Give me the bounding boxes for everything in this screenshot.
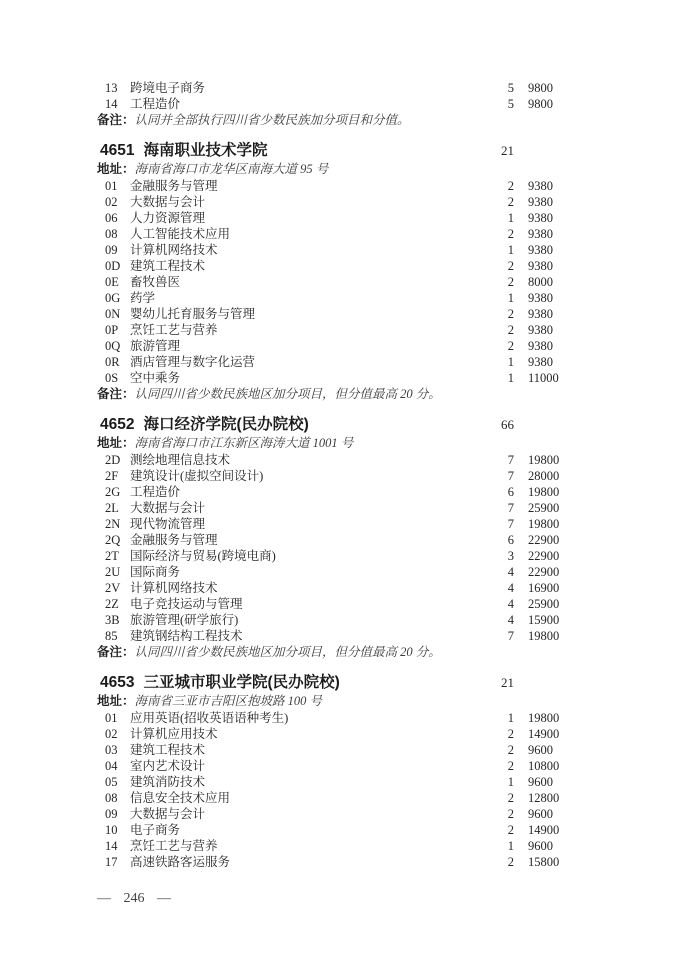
major-row <box>97 838 576 854</box>
school-header-row <box>97 414 576 435</box>
major-row <box>97 596 576 612</box>
major-row <box>97 854 576 870</box>
major-code: 2N <box>105 517 121 531</box>
major-tuition-fee: 8000 <box>528 275 553 289</box>
major-code: 0P <box>105 323 119 337</box>
major-name: 大数据与会计 <box>130 195 206 209</box>
major-tuition-fee: 9380 <box>528 355 553 369</box>
major-plan-count: 4 <box>507 565 514 579</box>
major-name-cell <box>97 806 466 822</box>
major-name-cell <box>97 80 466 96</box>
major-row <box>97 258 576 274</box>
major-tuition-fee: 19800 <box>528 711 560 725</box>
major-tuition-fee: 9800 <box>528 97 553 111</box>
major-plan-count: 3 <box>507 549 514 563</box>
major-code: 0Q <box>105 339 121 353</box>
major-code: 14 <box>105 839 118 853</box>
major-code: 13 <box>105 81 118 95</box>
major-name: 计算机网络技术 <box>130 243 218 257</box>
major-code: 0R <box>105 355 120 369</box>
address-label: 地址： <box>97 162 135 176</box>
major-code: 0S <box>105 371 119 385</box>
major-name-cell <box>97 290 466 306</box>
major-name-cell <box>97 338 466 354</box>
major-name-cell <box>97 452 466 468</box>
major-tuition-fee: 9600 <box>528 743 553 757</box>
remark-text: 认同四川省少数民族地区加分项目，但分值最高 20 分。 <box>134 645 441 659</box>
school-plan-count: 66 <box>501 417 514 432</box>
major-code: 2F <box>105 469 119 483</box>
major-plan-count: 2 <box>507 855 514 869</box>
major-code: 09 <box>105 243 118 257</box>
school-section <box>97 672 576 870</box>
major-plan-count: 1 <box>507 775 514 789</box>
major-name-cell <box>97 370 466 386</box>
major-name-cell <box>97 274 466 290</box>
school-title <box>97 672 466 693</box>
major-name: 工程造价 <box>130 97 181 111</box>
major-tuition-fee: 9380 <box>528 307 553 321</box>
major-name-cell <box>97 532 466 548</box>
major-name: 建筑消防技术 <box>130 775 206 789</box>
remark-row <box>97 386 576 402</box>
major-plan-count: 5 <box>507 81 514 95</box>
major-plan-count: 6 <box>507 485 514 499</box>
major-plan-count: 5 <box>507 97 514 111</box>
major-name: 人力资源管理 <box>130 211 206 225</box>
major-name: 金融服务与管理 <box>130 533 218 547</box>
major-name: 大数据与会计 <box>130 807 206 821</box>
major-tuition-fee: 15800 <box>528 855 560 869</box>
major-row <box>97 516 576 532</box>
major-name-cell <box>97 242 466 258</box>
major-row <box>97 580 576 596</box>
major-row <box>97 726 576 742</box>
major-code: 01 <box>105 711 118 725</box>
major-tuition-fee: 22900 <box>528 549 560 563</box>
major-name: 酒店管理与数字化运营 <box>130 355 256 369</box>
remark-label: 备注： <box>97 645 135 659</box>
major-plan-count: 2 <box>507 823 514 837</box>
major-name-cell <box>97 710 466 726</box>
school-section <box>97 140 576 402</box>
address-row <box>97 693 576 710</box>
major-name: 室内艺术设计 <box>130 759 206 773</box>
major-tuition-fee: 9380 <box>528 179 553 193</box>
major-tuition-fee: 9380 <box>528 259 553 273</box>
major-code: 2T <box>105 549 119 563</box>
school-code: 4652 <box>100 416 135 433</box>
address-text: 海南省海口市江东新区海涛大道 1001 号 <box>134 436 354 450</box>
major-row <box>97 178 576 194</box>
major-code: 2D <box>105 453 121 467</box>
major-name-cell <box>97 742 466 758</box>
major-row <box>97 710 576 726</box>
major-name: 烹饪工艺与营养 <box>130 323 218 337</box>
major-tuition-fee: 16900 <box>528 581 560 595</box>
major-plan-count: 1 <box>507 371 514 385</box>
major-name: 人工智能技术应用 <box>130 227 231 241</box>
school-section <box>97 80 576 128</box>
major-row <box>97 628 576 644</box>
major-row <box>97 452 576 468</box>
major-code: 09 <box>105 807 118 821</box>
major-name: 药学 <box>130 291 156 305</box>
major-plan-count: 7 <box>507 517 514 531</box>
major-plan-count: 2 <box>507 179 514 193</box>
major-name-cell <box>97 306 466 322</box>
major-row <box>97 306 576 322</box>
major-name-cell <box>97 564 466 580</box>
major-plan-count: 1 <box>507 711 514 725</box>
major-tuition-fee: 9380 <box>528 211 553 225</box>
major-name: 大数据与会计 <box>130 501 206 515</box>
major-name-cell <box>97 194 466 210</box>
major-row <box>97 210 576 226</box>
address-label: 地址： <box>97 436 135 450</box>
major-code: 04 <box>105 759 118 773</box>
major-name: 建筑设计(虚拟空间设计) <box>130 469 264 483</box>
major-code: 0G <box>105 291 121 305</box>
page-number: — 246 — <box>97 891 171 906</box>
major-name-cell <box>97 612 466 628</box>
school-title <box>97 414 466 435</box>
major-code: 2Q <box>105 533 121 547</box>
major-name-cell <box>97 774 466 790</box>
school-plan-count: 21 <box>501 675 514 690</box>
major-name: 测绘地理信息技术 <box>130 453 231 467</box>
major-row <box>97 806 576 822</box>
major-row <box>97 790 576 806</box>
school-plan-count: 21 <box>501 143 514 158</box>
major-plan-count: 2 <box>507 195 514 209</box>
remark-label: 备注： <box>97 113 135 127</box>
major-code: 3B <box>105 613 120 627</box>
major-tuition-fee: 28000 <box>528 469 560 483</box>
major-plan-count: 1 <box>507 291 514 305</box>
major-row <box>97 548 576 564</box>
major-name: 跨境电子商务 <box>130 81 206 95</box>
major-row <box>97 484 576 500</box>
major-name: 电子竞技运动与管理 <box>130 597 243 611</box>
major-plan-count: 1 <box>507 243 514 257</box>
major-name-cell <box>97 516 466 532</box>
major-code: 06 <box>105 211 118 225</box>
major-plan-count: 1 <box>507 355 514 369</box>
major-tuition-fee: 9380 <box>528 243 553 257</box>
major-tuition-fee: 9380 <box>528 323 553 337</box>
major-tuition-fee: 14900 <box>528 823 560 837</box>
major-row <box>97 290 576 306</box>
major-plan-count: 2 <box>507 743 514 757</box>
major-code: 2U <box>105 565 121 579</box>
major-plan-count: 4 <box>507 581 514 595</box>
major-plan-count: 2 <box>507 323 514 337</box>
major-plan-count: 2 <box>507 307 514 321</box>
major-tuition-fee: 9600 <box>528 839 553 853</box>
major-name-cell <box>97 548 466 564</box>
major-row <box>97 612 576 628</box>
major-row <box>97 564 576 580</box>
major-plan-count: 6 <box>507 533 514 547</box>
major-code: 2Z <box>105 597 119 611</box>
major-plan-count: 2 <box>507 727 514 741</box>
major-plan-count: 2 <box>507 339 514 353</box>
major-plan-count: 2 <box>507 227 514 241</box>
major-row <box>97 774 576 790</box>
address-text: 海南省海口市龙华区南海大道 95 号 <box>134 162 329 176</box>
major-plan-count: 7 <box>507 501 514 515</box>
major-row <box>97 322 576 338</box>
major-row <box>97 242 576 258</box>
major-row <box>97 758 576 774</box>
major-plan-count: 1 <box>507 211 514 225</box>
major-name: 国际经济与贸易(跨境电商) <box>130 549 276 563</box>
major-row <box>97 226 576 242</box>
school-title <box>97 140 466 161</box>
major-row <box>97 822 576 838</box>
major-code: 02 <box>105 195 118 209</box>
major-row <box>97 80 576 96</box>
address-row <box>97 161 576 178</box>
major-name: 建筑钢结构工程技术 <box>130 629 243 643</box>
major-tuition-fee: 9380 <box>528 227 553 241</box>
major-tuition-fee: 9380 <box>528 195 553 209</box>
major-code: 2L <box>105 501 119 515</box>
remark-text: 认同四川省少数民族地区加分项目，但分值最高 20 分。 <box>134 387 441 401</box>
major-code: 85 <box>105 629 118 643</box>
major-name-cell <box>97 484 466 500</box>
remark-text: 认同并全部执行四川省少数民族加分项目和分值。 <box>134 113 410 127</box>
major-plan-count: 4 <box>507 613 514 627</box>
major-row <box>97 370 576 386</box>
remark-row <box>97 112 576 128</box>
major-tuition-fee: 9600 <box>528 775 553 789</box>
major-tuition-fee: 15900 <box>528 613 560 627</box>
major-name: 烹饪工艺与营养 <box>130 839 218 853</box>
major-tuition-fee: 9380 <box>528 339 553 353</box>
major-code: 0N <box>105 307 121 321</box>
major-name-cell <box>97 628 466 644</box>
school-code: 4653 <box>100 674 135 691</box>
major-name-cell <box>97 838 466 854</box>
major-code: 0E <box>105 275 119 289</box>
major-tuition-fee: 22900 <box>528 533 560 547</box>
major-name-cell <box>97 726 466 742</box>
major-name: 现代物流管理 <box>130 517 206 531</box>
major-name: 旅游管理 <box>130 339 181 353</box>
major-name-cell <box>97 258 466 274</box>
major-tuition-fee: 19800 <box>528 629 560 643</box>
major-tuition-fee: 25900 <box>528 597 560 611</box>
major-tuition-fee: 10800 <box>528 759 560 773</box>
major-tuition-fee: 19800 <box>528 453 560 467</box>
major-name: 高速铁路客运服务 <box>130 855 231 869</box>
major-plan-count: 2 <box>507 807 514 821</box>
major-name-cell <box>97 178 466 194</box>
major-code: 01 <box>105 179 118 193</box>
major-row <box>97 194 576 210</box>
major-tuition-fee: 14900 <box>528 727 560 741</box>
major-code: 08 <box>105 227 118 241</box>
school-section <box>97 414 576 660</box>
school-code: 4651 <box>100 142 135 159</box>
major-row <box>97 96 576 112</box>
address-label: 地址： <box>97 694 135 708</box>
major-name: 金融服务与管理 <box>130 179 218 193</box>
major-code: 14 <box>105 97 118 111</box>
major-name: 应用英语(招收英语语种考生) <box>130 711 289 725</box>
major-plan-count: 2 <box>507 759 514 773</box>
major-row <box>97 354 576 370</box>
major-plan-count: 4 <box>507 597 514 611</box>
major-name-cell <box>97 596 466 612</box>
remark-label: 备注： <box>97 387 135 401</box>
major-name: 旅游管理(研学旅行) <box>130 613 239 627</box>
major-name-cell <box>97 210 466 226</box>
major-tuition-fee: 12800 <box>528 791 560 805</box>
school-header-row <box>97 140 576 161</box>
major-name: 婴幼儿托育服务与管理 <box>130 307 256 321</box>
major-name: 计算机网络技术 <box>130 581 218 595</box>
major-name-cell <box>97 822 466 838</box>
major-name: 建筑工程技术 <box>130 743 206 757</box>
major-name: 国际商务 <box>130 565 181 579</box>
major-name: 建筑工程技术 <box>130 259 206 273</box>
major-code: 2V <box>105 581 121 595</box>
major-plan-count: 7 <box>507 453 514 467</box>
major-plan-count: 1 <box>507 839 514 853</box>
major-code: 08 <box>105 791 118 805</box>
school-name: 海口经济学院(民办院校) <box>143 416 309 433</box>
major-name-cell <box>97 500 466 516</box>
major-plan-count: 7 <box>507 629 514 643</box>
major-name: 计算机应用技术 <box>130 727 218 741</box>
major-name: 工程造价 <box>130 485 181 499</box>
major-tuition-fee: 25900 <box>528 501 560 515</box>
major-row <box>97 742 576 758</box>
school-name: 海南职业技术学院 <box>143 142 268 159</box>
admission-plan-list <box>97 80 576 870</box>
major-row <box>97 500 576 516</box>
address-text: 海南省三亚市吉阳区抱坡路 100 号 <box>134 694 323 708</box>
major-tuition-fee: 19800 <box>528 485 560 499</box>
major-plan-count: 7 <box>507 469 514 483</box>
remark-row <box>97 644 576 660</box>
major-tuition-fee: 11000 <box>528 371 559 385</box>
school-name: 三亚城市职业学院(民办院校) <box>143 674 340 691</box>
major-row <box>97 468 576 484</box>
major-row <box>97 532 576 548</box>
major-name-cell <box>97 468 466 484</box>
major-code: 0D <box>105 259 121 273</box>
major-name-cell <box>97 758 466 774</box>
major-code: 2G <box>105 485 121 499</box>
major-name-cell <box>97 790 466 806</box>
major-tuition-fee: 9800 <box>528 81 553 95</box>
major-row <box>97 338 576 354</box>
major-code: 03 <box>105 743 118 757</box>
school-header-row <box>97 672 576 693</box>
major-tuition-fee: 9600 <box>528 807 553 821</box>
major-code: 02 <box>105 727 118 741</box>
major-code: 10 <box>105 823 118 837</box>
major-name: 空中乘务 <box>130 371 181 385</box>
major-name-cell <box>97 580 466 596</box>
major-name-cell <box>97 226 466 242</box>
major-plan-count: 2 <box>507 259 514 273</box>
major-name-cell <box>97 96 466 112</box>
major-name-cell <box>97 354 466 370</box>
major-name-cell <box>97 322 466 338</box>
major-tuition-fee: 19800 <box>528 517 560 531</box>
major-plan-count: 2 <box>507 791 514 805</box>
major-code: 17 <box>105 855 118 869</box>
major-name: 电子商务 <box>130 823 181 837</box>
address-row <box>97 435 576 452</box>
major-tuition-fee: 9380 <box>528 291 553 305</box>
major-code: 05 <box>105 775 118 789</box>
major-name-cell <box>97 854 466 870</box>
major-name: 信息安全技术应用 <box>130 791 231 805</box>
major-name: 畜牧兽医 <box>130 275 181 289</box>
major-tuition-fee: 22900 <box>528 565 560 579</box>
major-plan-count: 2 <box>507 275 514 289</box>
major-row <box>97 274 576 290</box>
